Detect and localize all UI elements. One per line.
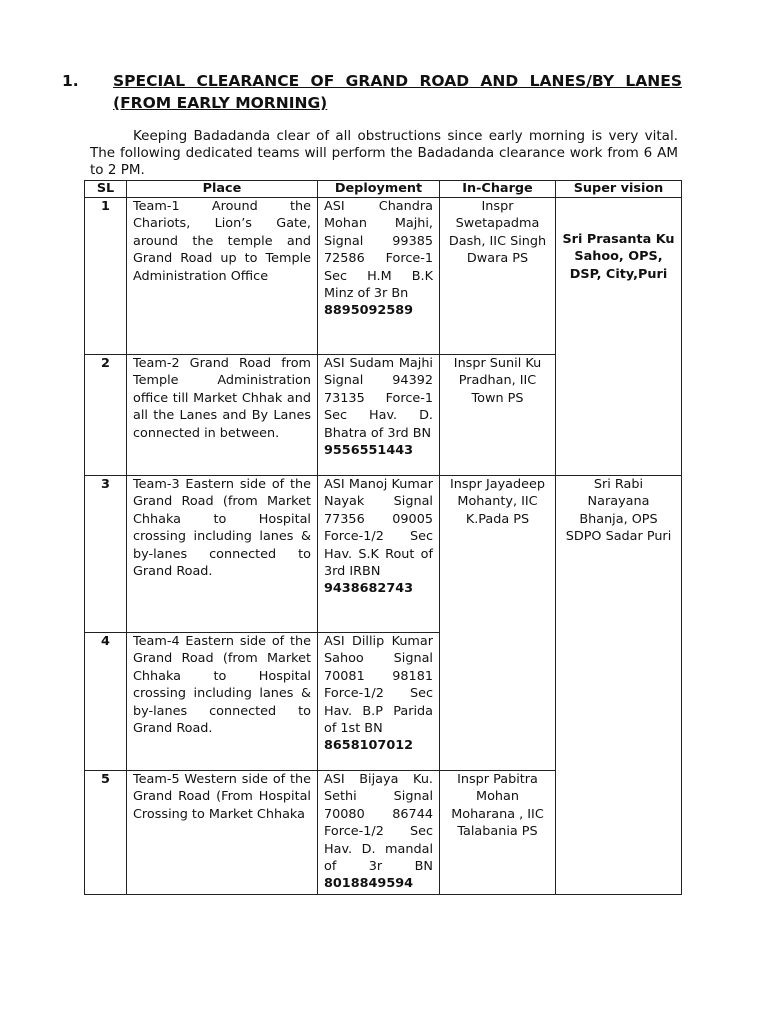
row-incharge: Inspr Sunil Ku Pradhan, IIC Town PS: [440, 355, 556, 476]
row-sl: 3: [85, 476, 127, 633]
row-sl: 5: [85, 771, 127, 895]
deployment-phone: 8895092589: [324, 303, 414, 319]
row-sl: 2: [85, 355, 127, 476]
header-sl: SL: [85, 181, 127, 198]
deployment-phone: 8018849594: [324, 876, 414, 892]
row-supervision: Sri Rabi Narayana Bhanja, OPS SDPO Sadar Puri: [556, 476, 682, 895]
intro-paragraph: [90, 128, 678, 179]
row-deployment: [318, 771, 440, 895]
section-title: SPECIAL CLEARANCE OF GRAND ROAD AND LANES/BY LANES (FROM EARLY MORNING): [113, 72, 682, 112]
deployment-phone: 9556551443: [324, 443, 414, 459]
deployment-phone: 9438682743: [324, 581, 414, 597]
row-place: Team-3 Eastern side of the Grand Road (from Market Chhaka to Hospital crossing including lanes & by-lanes connected to Grand Road.: [127, 476, 318, 633]
deployment-text: ASI Chandra Mohan Majhi, Signal 99385 72586 Force-1 Sec H.M B.K Minz of 3r Bn: [324, 199, 433, 302]
row-place: Team-5 Western side of the Grand Road (From Hospital Crossing to Market Chhaka: [127, 771, 318, 895]
section-number: 1.: [62, 72, 79, 90]
row-deployment: [318, 476, 440, 633]
deployment-text: ASI Manoj Kumar Nayak Signal 77356 09005 Force-1/2 Sec Hav. S.K Rout of 3rd IRBN: [324, 477, 433, 580]
header-incharge: In-Charge: [440, 181, 556, 198]
row-place: Team-4 Eastern side of the Grand Road (from Market Chhaka to Hospital crossing including lanes & by-lanes connected to Grand Road.: [127, 633, 318, 771]
row-place: Team-1 Around the Chariots, Lion’s Gate, around the temple and Grand Road up to Temple Administration Office: [127, 198, 318, 355]
deployment-text: ASI Dillip Kumar Sahoo Signal 70081 98181 Force-1/2 Sec Hav. B.P Parida of 1st BN: [324, 634, 433, 737]
intro-text: Keeping Badadanda clear of all obstructions since early morning is very vital. The following dedicated teams will perform the Badadanda clearance work from 6 AM to 2 PM.: [90, 128, 678, 178]
deployment-text: ASI Bijaya Ku. Sethi Signal 70080 86744 Force-1/2 Sec Hav. D. mandal of 3r BN: [324, 772, 433, 875]
row-incharge: Inspr Swetapadma Dash, IIC Singh Dwara PS: [440, 198, 556, 355]
row-deployment: [318, 198, 440, 355]
row-place: Team-2 Grand Road from Temple Administration office till Market Chhak and all the Lanes and By Lanes connected in between.: [127, 355, 318, 476]
supervision-text: Sri Prasanta Ku Sahoo, OPS, DSP, City,Puri: [562, 232, 675, 282]
header-deployment: Deployment: [318, 181, 440, 198]
deployment-table: [84, 180, 682, 895]
header-place: Place: [127, 181, 318, 198]
row-deployment: [318, 633, 440, 771]
row-incharge: Inspr Jayadeep Mohanty, IIC K.Pada PS: [440, 476, 556, 771]
deployment-phone: 8658107012: [324, 738, 414, 754]
row-supervision: [556, 198, 682, 476]
table-row: [85, 476, 682, 633]
table-row: [85, 198, 682, 355]
header-supervision: Super vision: [556, 181, 682, 198]
deployment-text: ASI Sudam Majhi Signal 94392 73135 Force-1 Sec Hav. D. Bhatra of 3rd BN: [324, 356, 433, 441]
row-sl: 1: [85, 198, 127, 355]
row-incharge: Inspr Pabitra Mohan Moharana , IIC Talabania PS: [440, 771, 556, 895]
row-deployment: [318, 355, 440, 476]
row-sl: 4: [85, 633, 127, 771]
section-heading: [62, 70, 682, 114]
table-header-row: [85, 181, 682, 198]
